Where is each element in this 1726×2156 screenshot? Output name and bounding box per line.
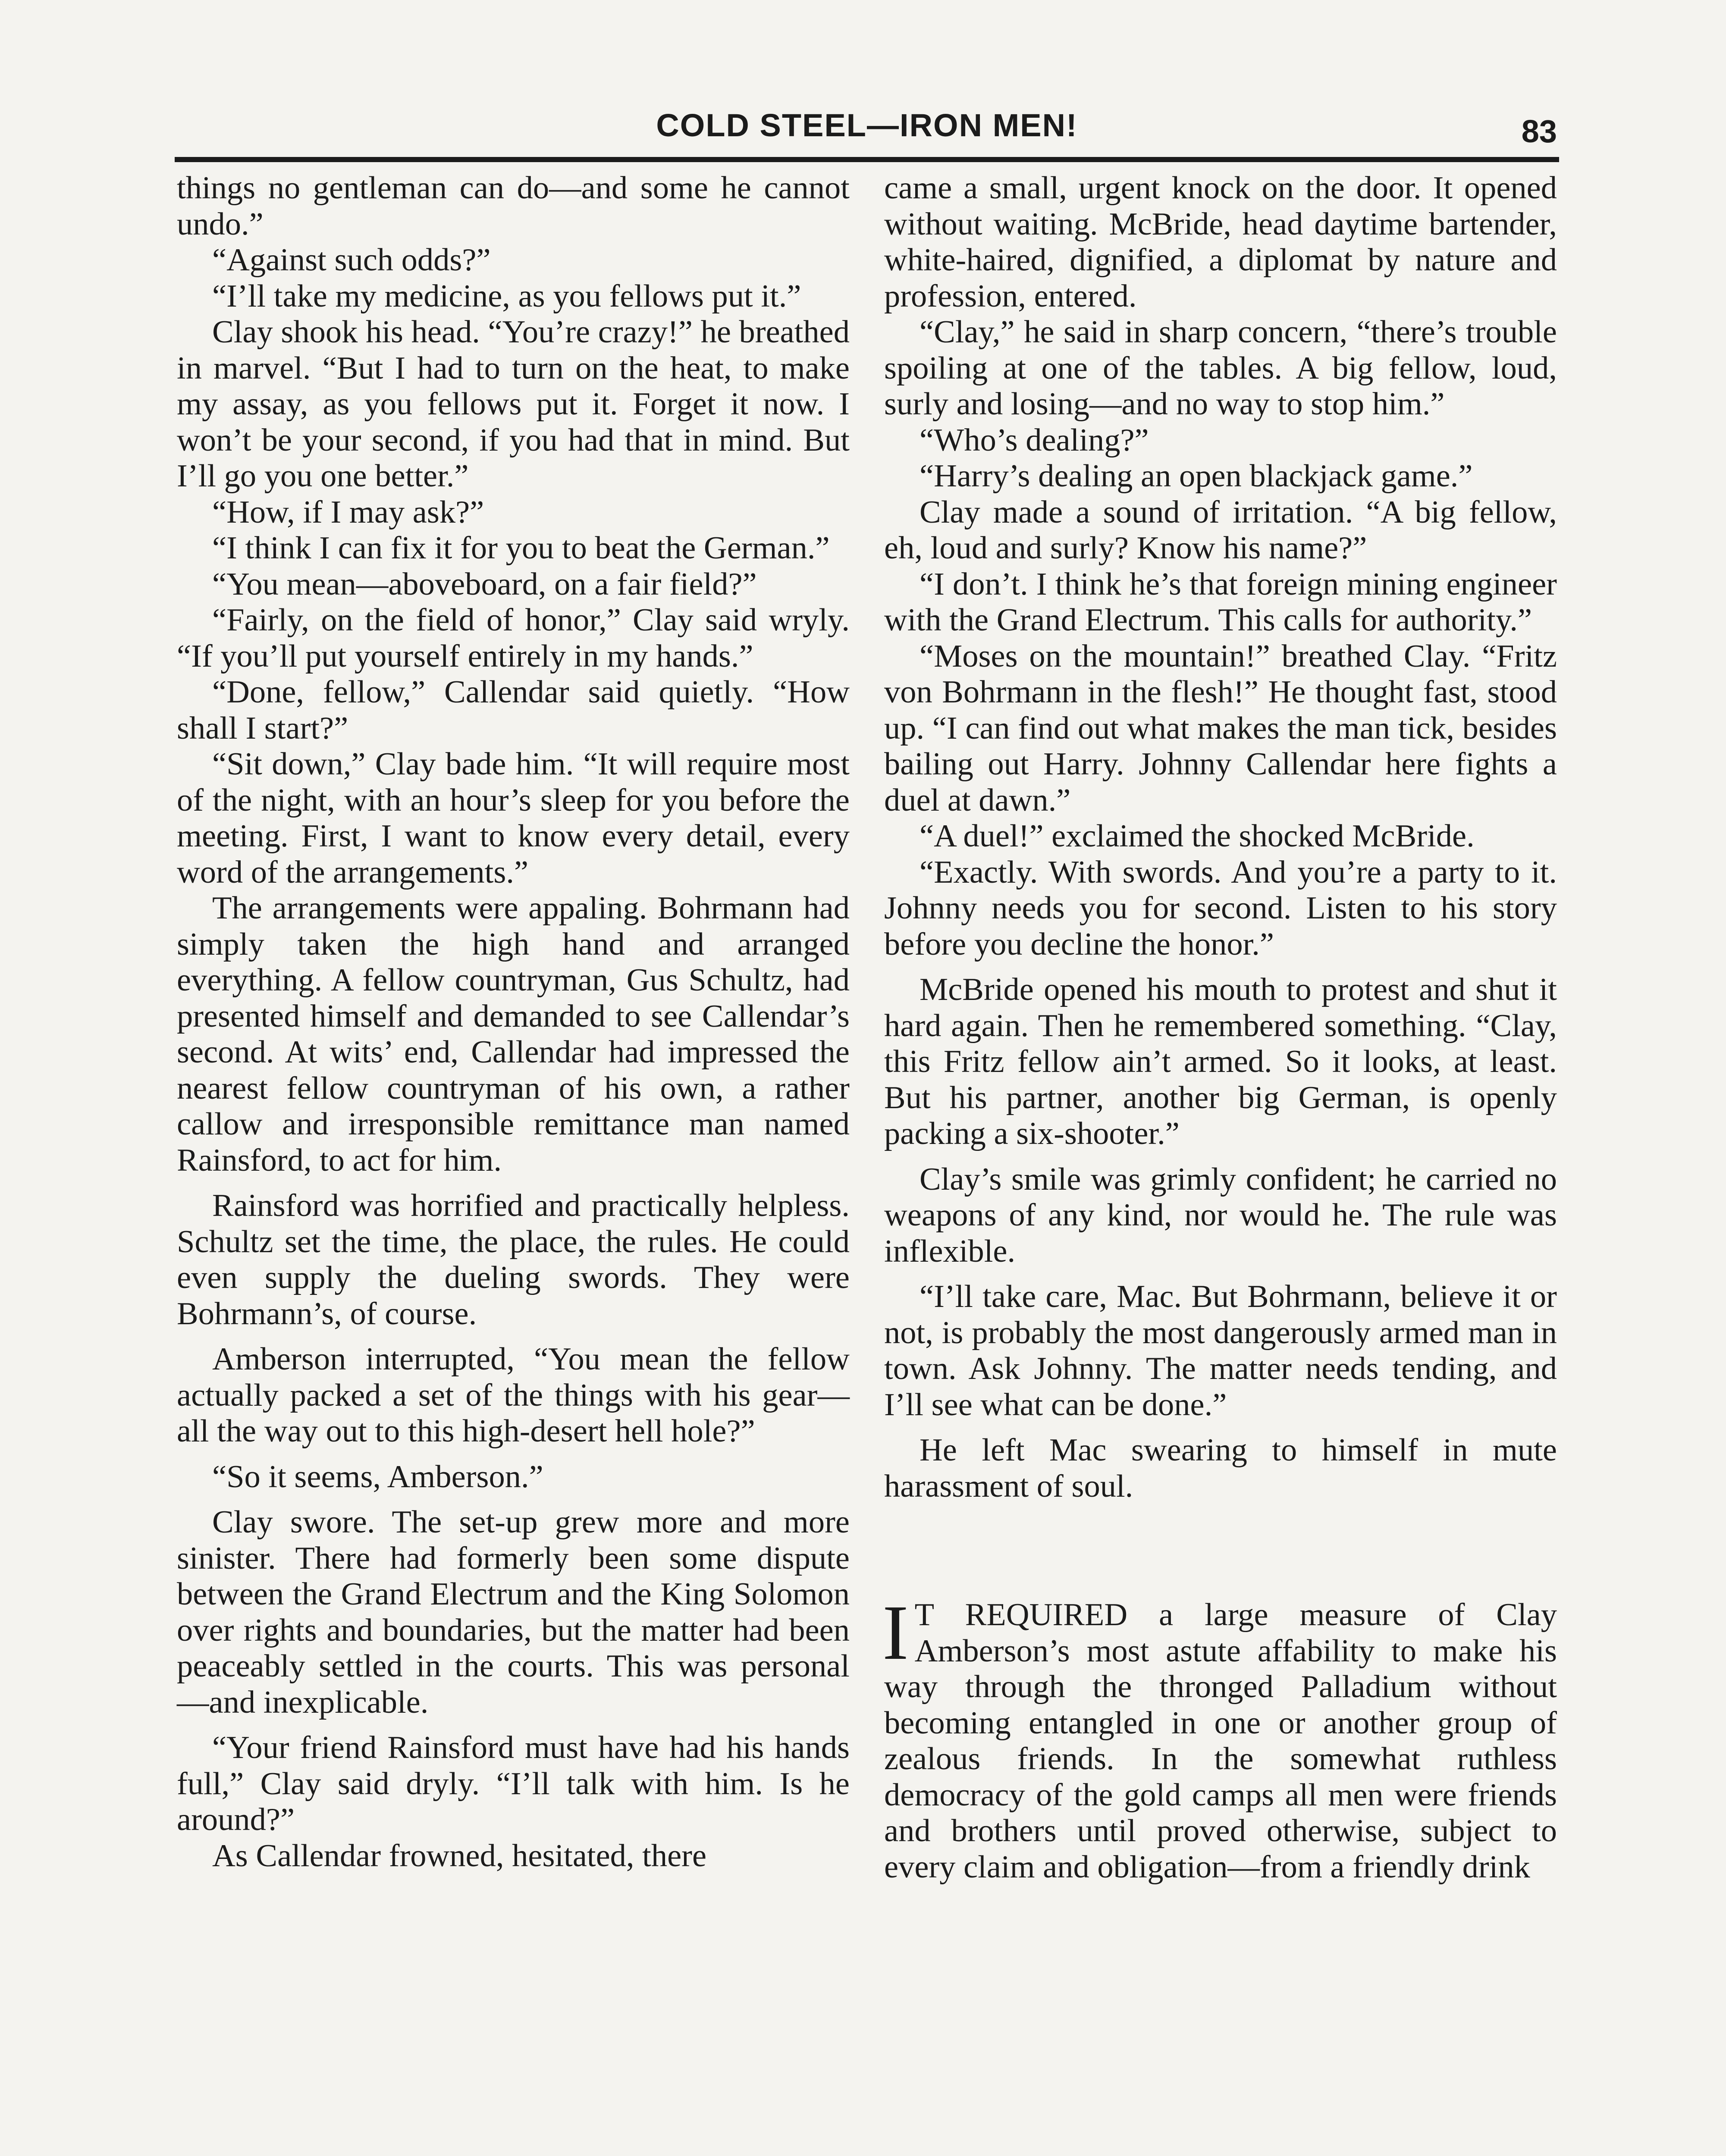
right-column [884,170,1557,1885]
paragraph: “I think I can fix it for you to beat the German.” [212,530,830,566]
paragraph: Clay shook his head. “You’re crazy!” he breathed in marvel. “But I had to turn on the heat, to make my assay, as you fellows put it. Forget it now. I won’t be your second, if you had that in mind. But I’ll go you one better.” [177,314,850,494]
paragraph: “Clay,” he said in sharp concern, “there’s trouble spoiling at one of the tables. A big fellow, loud, surly and losing—and no way to stop him.” [884,314,1557,422]
paragraph: “Exactly. With swords. And you’re a party to it. Johnny needs you for second. Listen to his story before you decline the honor.” [884,854,1557,962]
paragraph: “I don’t. I think he’s that foreign mining engineer with the Grand Electrum. This calls for authority.” [884,566,1557,638]
running-header [177,103,1557,155]
paragraph: came a small, urgent knock on the door. It opened without waiting. McBride, head daytime bartender, white-haired, dignified, a diplomat by nature and profession, entered. [884,170,1557,314]
paragraph: “Fairly, on the field of honor,” Clay said wryly. “If you’ll put yourself entirely in my hands.” [177,602,850,674]
paragraph: McBride opened his mouth to protest and shut it hard again. Then he remembered something. “Clay, this Fritz fellow ain’t armed. So it looks, at least. But his partner, another big German, is openly packing a six-shooter.” [884,972,1557,1151]
paragraph: Clay swore. The set-up grew more and more sinister. There had formerly been some dispute between the Grand Electrum and the King Solomon over rights and boundaries, but the matter had been peaceably settled in the courts. This was personal —and inexplicable. [177,1504,850,1720]
section-break [884,1504,1557,1597]
opening-text: a large measure of Clay Amberson’s most astute affability to make his way through the thronged Palladium without becoming entangled in one or another group of zealous friends. In the somewhat ruthless democracy of the gold camps all men were friends and brothers until proved otherwise, subject to every claim and obligation—from a friendly drink [884,1597,1557,1885]
paragraph: things no gentleman can do—and some he cannot undo.” [177,170,850,242]
paragraph: Clay’s smile was grimly confident; he carried no weapons of any kind, nor would he. The rule was inflexible. [884,1161,1557,1269]
header-rule [175,157,1559,162]
paragraph: “A duel!” exclaimed the shocked McBride. [919,818,1475,854]
paragraph: “I’ll take care, Mac. But Bohrmann, believe it or not, is probably the most dangerously armed man in town. Ask Johnny. The matter needs tending, and I’ll see what can be done.” [884,1279,1557,1423]
paragraph: The arrangements were appaling. Bohrmann had simply taken the high hand and arranged everything. A fellow countryman, Gus Schultz, had presented himself and demanded to see Callendar’s second. At wits’ end, Callendar had impressed the nearest fellow countryman of his own, a rather callow and irresponsible remittance man named Rainsford, to act for him. [177,890,850,1178]
paragraph: “You mean—aboveboard, on a fair field?” [212,566,757,602]
opening-words: T REQUIRED [914,1597,1128,1633]
paragraph: “Against such odds?” [212,242,491,278]
left-column [177,170,850,1874]
section-opening-paragraph [882,1589,1557,1885]
paragraph: “I’ll take my medicine, as you fellows put it.” [212,278,801,314]
paragraph: “Done, fellow,” Callendar said quietly. “How shall I start?” [177,674,850,746]
paragraph: Rainsford was horrified and practically helpless. Schultz set the time, the place, the rules. He could even supply the dueling swords. They were Bohrmann’s, of course. [177,1188,850,1332]
paragraph: As Callendar frowned, hesitated, there [212,1838,707,1874]
paragraph: “Moses on the mountain!” breathed Clay. “Fritz von Bohrmann in the flesh!” He thought fast, stood up. “I can find out what makes the man tick, besides bailing out Harry. Johnny Callendar here fights a duel at dawn.” [884,638,1557,818]
paragraph: Clay made a sound of irritation. “A big fellow, eh, loud and surly? Know his name?” [884,494,1557,566]
paragraph: “Who’s dealing?” [919,422,1149,458]
paragraph: “Your friend Rainsford must have had his hands full,” Clay said dryly. “I’ll talk with him. Is he around?” [177,1730,850,1837]
paragraph: Amberson interrupted, “You mean the fellow actually packed a set of the things with his gear—all the way out to this high-desert hell hole?” [177,1341,850,1449]
page-number: 83 [1521,113,1557,149]
story-title: COLD STEEL—IRON MEN! [656,107,1078,143]
paragraph: “Harry’s dealing an open blackjack game.” [919,458,1473,494]
paragraph: “So it seems, Amberson.” [212,1459,543,1495]
drop-cap: I [882,1589,909,1676]
paragraph: “How, if I may ask?” [212,494,484,530]
paragraph: He left Mac swearing to himself in mute harassment of soul. [884,1432,1557,1504]
paragraph: “Sit down,” Clay bade him. “It will require most of the night, with an hour’s sleep for you before the meeting. First, I want to know every detail, every word of the arrangements.” [177,746,850,890]
